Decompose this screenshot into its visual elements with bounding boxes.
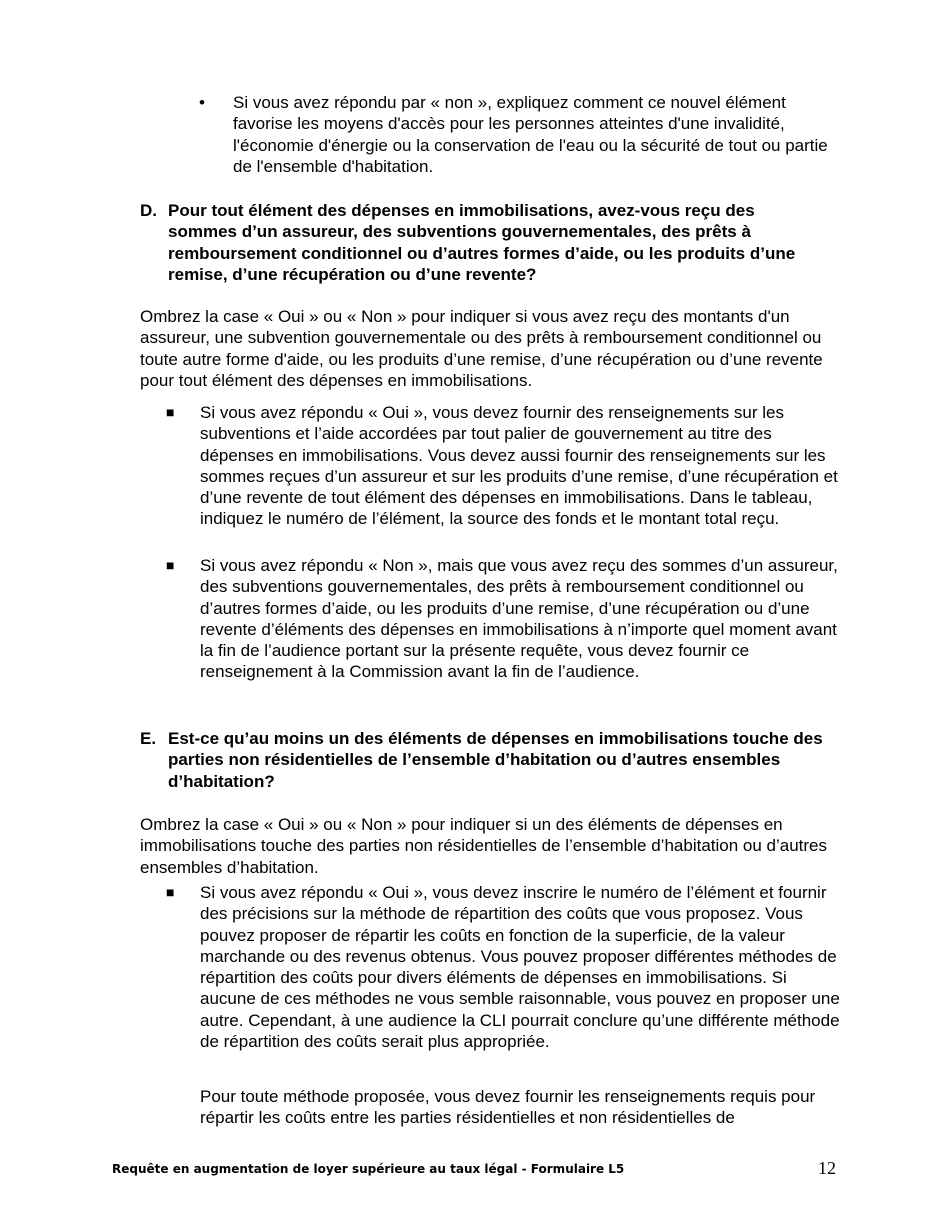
section-e-letter: E. [140, 729, 157, 748]
page-number: 12 [818, 1158, 836, 1178]
section-e-continuation: Pour toute méthode proposée, vous devez fournir les renseignements requis pour répartir les coûts entre les parties résidentielles et non résidentielles de [200, 1087, 816, 1128]
section-d-bullet-1-text: Si vous avez répondu « Oui », vous devez fournir des renseignements sur les subventions et l’aide accordées par tout palier de gouvernement au titre des dépenses en immobilisations. Vous devez aussi fournir des renseignements sur les sommes reçues d’un assureur et sur les produits d’une remise, d’une récupération et d’une revente de tout élément des dépenses en immobilisations. Dans le tableau, indiquez le numéro de l’élément, la source des fonds et le montant total reçu. [200, 403, 838, 529]
section-e-bullet-1-text: Si vous avez répondu « Oui », vous devez inscrire le numéro de l’élément et fournir des précisions sur la méthode de répartition des coûts que vous proposez. Vous pouvez proposer de répartir les coûts en fonction de la superficie, de la valeur marchande ou des revenus obtenus. Vous pouvez proposer différentes méthodes de répartition des coûts pour divers éléments de dépenses en immobilisations. Si aucune de ces méthodes ne vous semble raisonnable, vous pouvez en proposer une autre. Cependant, à une audience la CLI pourrait conclure qu’une différente méthode de répartition des coûts serait plus appropriée. [200, 883, 840, 1052]
square-bullet-icon: ■ [166, 884, 175, 900]
bullet-dot-icon: • [199, 93, 205, 112]
footer-title: Requête en augmentation de loyer supérieure au taux légal - Formulaire L5 [112, 1162, 625, 1176]
section-d-letter: D. [140, 201, 157, 220]
section-d-bullet-2-text: Si vous avez répondu « Non », mais que vous avez reçu des sommes d’un assureur, des subventions gouvernementales, des prêts à remboursement conditionnel ou d’autres formes d’aide, ou les produits d’une remise, d’une récupération ou d’une revente d’éléments des dépenses en immobilisations à n’importe quel moment avant la fin de l’audience portant sur la présente requête, vous devez fournir ce renseignement à la Commission avant la fin de l’audience. [200, 556, 838, 682]
square-bullet-icon: ■ [166, 404, 175, 420]
square-bullet-icon: ■ [166, 557, 175, 573]
section-d-heading-text: Pour tout élément des dépenses en immobilisations, avez-vous reçu des sommes d’un assureur, des subventions gouvernementales, des prêts à remboursement conditionnel ou d’autres formes d’aide, ou les produits d’une remise, d’une récupération ou d’une revente? [168, 201, 796, 284]
section-e-paragraph: Ombrez la case « Oui » ou « Non » pour indiquer si un des éléments de dépenses en immobilisations touche des parties non résidentielles de l’ensemble d’habitation ou d’autres ensembles d’habitation. [140, 815, 828, 877]
section-d-paragraph: Ombrez la case « Oui » ou « Non » pour indiquer si vous avez reçu des montants d'un assureur, une subvention gouvernementale ou des prêts à remboursement conditionnel ou toute autre forme d'aide, ou les produits d’une remise, d’une récupération ou d’une revente pour tout élément des dépenses en immobilisations. [140, 307, 823, 390]
section-e-heading-text: Est-ce qu’au moins un des éléments de dépenses en immobilisations touche des parties non résidentielles de l’ensemble d’habitation ou d’autres ensembles d’habitation? [168, 729, 823, 791]
intro-bullet-text: Si vous avez répondu par « non », expliquez comment ce nouvel élément favorise les moyens d'accès pour les personnes atteintes d'une invalidité, l'économie d'énergie ou la conservation de l'eau ou la sécurité de tout ou partie de l'ensemble d'habitation. [233, 93, 828, 176]
